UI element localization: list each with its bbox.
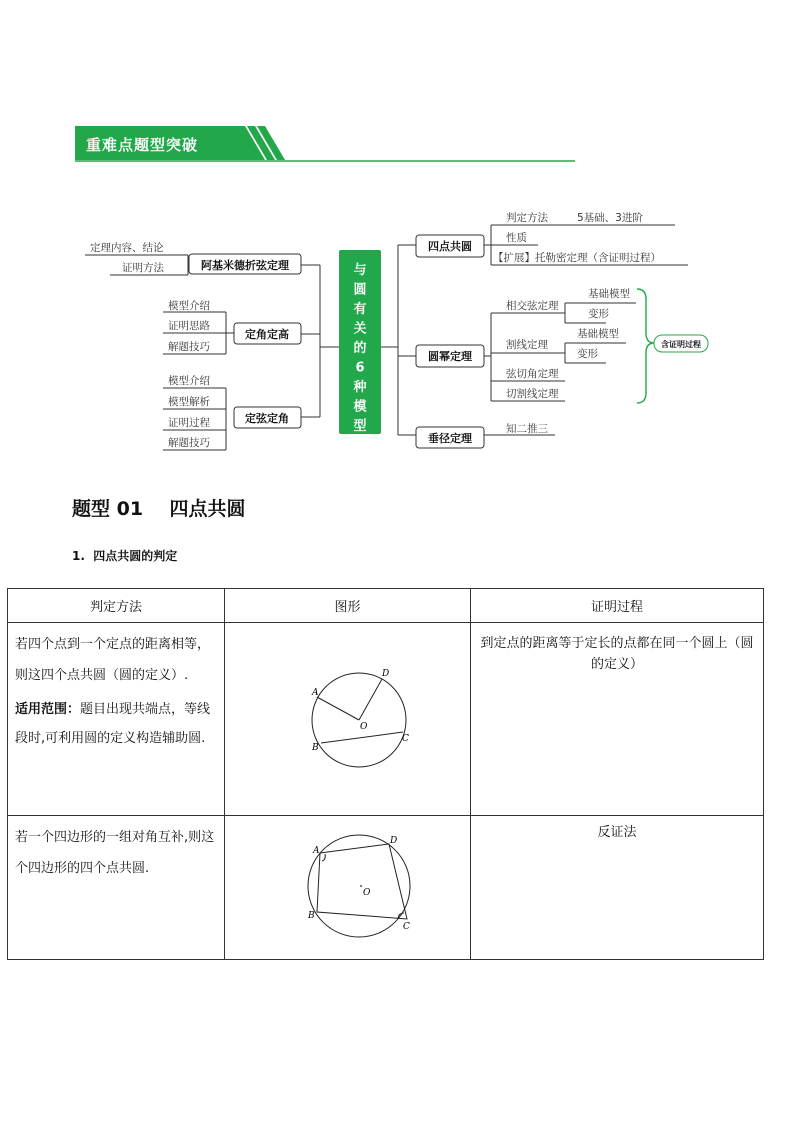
mm-leaf: 变形 [577,348,598,360]
fig-label: D [390,836,398,846]
proof-cell [471,816,764,960]
scope-block [15,695,216,753]
method-cell [8,816,225,960]
mm-leaf: 知二推三 [506,423,548,435]
mm-leaf: 模型解析 [168,396,210,408]
circle-figure-1 [225,623,470,811]
fig-label: A [312,688,319,698]
mm-center-char: 圆 [353,282,367,298]
mm-leaf: 性质 [506,232,527,244]
mm-note: 含证明过程 [661,340,701,349]
figure-cell [225,816,471,960]
mm-leaf: 弦切角定理 [506,368,559,380]
table-header: 判定方法 [8,589,225,623]
mm-leaf: 证明思路 [168,320,210,332]
mm-leaf: 判定方法 [506,212,548,224]
mm-left-n2: 定角定高 [245,328,289,341]
mm-right-n3: 垂径定理 [428,432,472,445]
mind-map [60,205,760,455]
mm-leaf: 5基础、3进阶 [577,212,643,224]
mm-leaf: 证明方法 [122,262,164,274]
table-header: 图形 [225,589,471,623]
method-text [8,623,224,753]
table-header: 证明过程 [471,589,764,623]
fig-label: B [312,743,319,753]
scope-text: 题目出现共端点，等线段时,可利用圆的定义构造辅助圆. [15,702,211,746]
scope-label: 适用范围： [15,702,81,717]
fig-label: C [403,922,410,932]
mm-leaf: 证明过程 [168,417,210,429]
mm-left-n1: 阿基米德折弦定理 [201,259,289,272]
proof-cell [471,623,764,816]
method-desc: 若四个点到一个定点的距离相等，则这四个点共圆（圆的定义）. [15,637,211,683]
mm-center-char: 模 [353,399,367,415]
method-cell [8,623,225,816]
mm-leaf: 相交弦定理 [506,300,559,312]
mm-leaf: 定理内容、结论 [90,242,164,254]
table-header-row [8,589,764,623]
mm-leaf: 切割线定理 [506,388,559,400]
fig-label: B [308,911,315,921]
criteria-table [7,588,764,960]
section-heading: 题型 01 四点共圆 [72,498,246,520]
fig-label: C [402,734,409,744]
fig-label: A [313,846,320,856]
mm-leaf: 解题技巧 [168,341,210,353]
mm-right-n2: 圆幂定理 [428,350,472,363]
mm-leaf: 割线定理 [506,339,548,351]
mm-center-char: 的 [353,341,367,356]
proof-text: 反证法 [597,825,637,840]
proof-text: 到定点的距离等于定长的点都在同一个圆上（圆的定义） [480,636,754,672]
mm-center-char: 有 [353,302,367,317]
mm-right-n1: 四点共圆 [428,240,472,253]
mm-leaf: 【扩展】托勒密定理（含证明过程） [493,252,661,264]
mm-leaf: 基础模型 [588,288,630,300]
banner-title: 重难点题型突破 [86,136,199,154]
table-row [8,623,764,816]
fig-label: O [363,888,371,898]
method-desc: 若一个四边形的一组对角互补,则这个四边形的四个点共圆. [15,830,215,876]
mm-center-char: 种 [353,380,367,395]
mm-leaf: 解题技巧 [168,437,210,449]
sub-heading: 1. 四点共圆的判定 [72,549,178,563]
table-row [8,816,764,960]
figure-cell [225,623,471,816]
mm-leaf: 模型介绍 [168,375,210,387]
mm-leaf: 基础模型 [577,328,619,340]
fig-label: D [382,669,390,679]
mm-leaf: 变形 [588,308,609,320]
mm-left-n3: 定弦定角 [245,412,289,425]
mm-center-char: 与 [353,263,367,278]
mm-center-char: 6 [355,360,365,376]
mm-leaf: 模型介绍 [168,300,210,312]
mm-center-char: 型 [353,419,367,434]
fig-label: O [360,722,368,732]
circle-figure-2 [225,816,470,955]
mm-center-char: 关 [353,321,367,337]
